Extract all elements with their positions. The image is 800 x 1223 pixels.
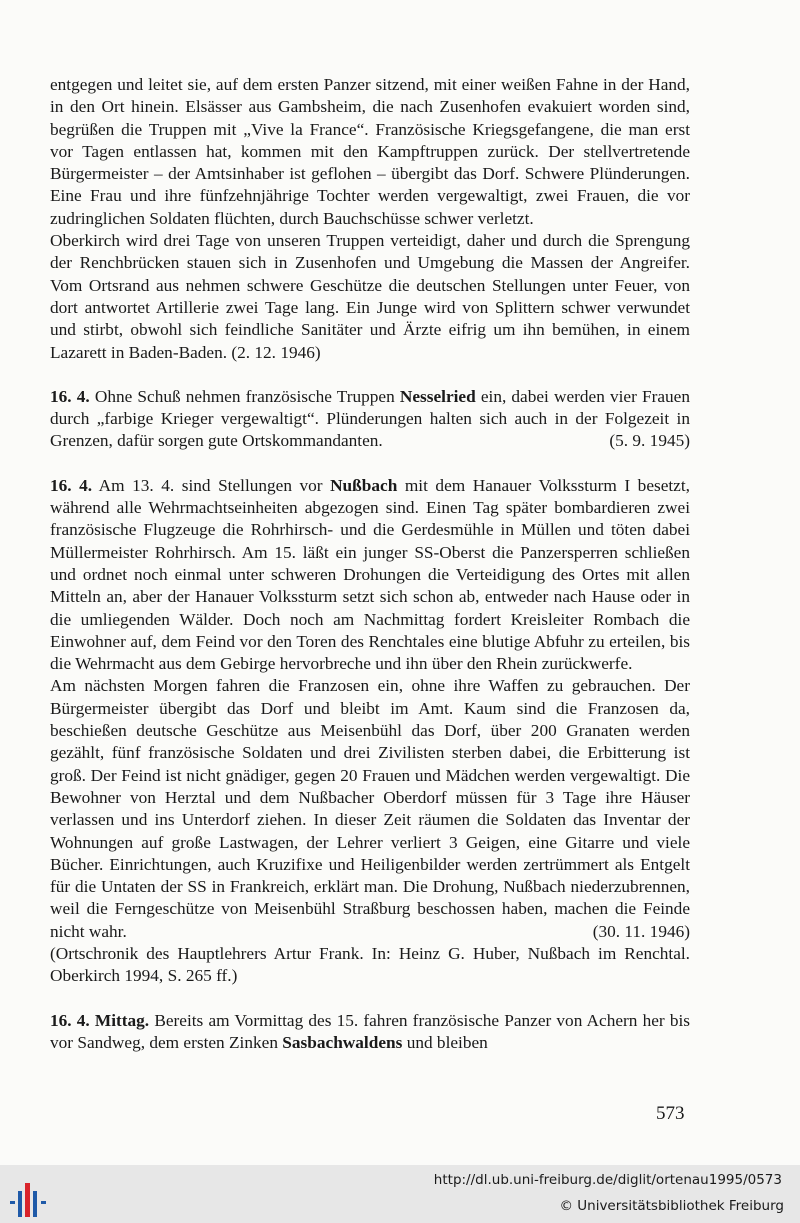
body-text	[50, 74, 690, 1054]
entry-text: Bereits am Vormittag des 15. fahren französische Panzer von Achern her bis vor Sandweg, dem ersten Zinken	[50, 1010, 690, 1052]
entry-text: und bleiben	[406, 1032, 488, 1052]
entry-sasbachwalden	[50, 1010, 690, 1055]
date-reference: (30. 11. 1946)	[592, 921, 690, 941]
entry-nesselried	[50, 386, 690, 453]
paragraph	[50, 230, 690, 364]
paragraph-text: Am nächsten Morgen fahren die Franzosen ein, ohne ihre Waffen zu gebrauchen. Der Bürgermeister übergibt das Dorf und bleibt im Amt. Kaum sind die Franzosen da, beschießen deutsche Geschütze aus Meisenbühl das Dorf, über 200 Granaten werden gezählt, fünf französische Soldaten und drei Zivilisten sterben dabei, die Erbitterung ist groß. Der Feind ist nicht gnädiger, gegen 20 Frauen und Mädchen werden vergewaltigt. Die Bewohner von Herztal und dem Nußbacher Oberdorf müssen für 3 Tage ihre Häuser verlassen und ins Unterdorf ziehen. In dieser Zeit räumen die Soldaten das Inventar der Wohnungen auf große Lastwagen, der Lehrer verliert 3 Geigen, eine Gitarre und viele Bücher. Einrichtungen, auch Kruzifixe und Heiligenbilder werden zertrümmert als Entgelt für die Untaten der SS in Frankreich, erklärt man. Die Drohung, Nußbach niederzubrennen, weil die Ferngeschütze von Meisenbühl Straßburg beschossen haben, machen die Feinde nicht wahr.	[50, 676, 690, 941]
entry-date: 16. 4. Mittag.	[50, 1010, 150, 1030]
source-citation: (Ortschronik des Hauptlehrers Artur Frank. In: Heinz G. Huber, Nußbach im Renchtal. Oberkirch 1994, S. 265 ff.)	[50, 943, 690, 986]
place-name: Nesselried	[399, 386, 476, 406]
entry-date: 16. 4.	[50, 475, 93, 495]
library-footer	[0, 1165, 800, 1223]
paragraph-text: Oberkirch wird drei Tage von unseren Truppen verteidigt, daher und durch die Sprengung der Renchbrücken stauen sich in Zusenhofen und Umgebung die Massen der Angreifer. Vom Ortsrand aus nehmen schwere Geschütze die deutschen Stellungen unter Feuer, von dort antwortet Artillerie zwei Tage lang. Ein Junge wird von Splittern schwer verwundet und stirbt, obwohl sich feindliche Sanitäter und Ärzte eifrig um ihn bemühen, in einem Lazarett in Baden-Baden. (2. 12. 1946)	[50, 231, 690, 362]
place-name: Sasbachwaldens	[282, 1032, 403, 1052]
page-number: 573	[656, 1103, 685, 1124]
paragraph: entgegen und leitet sie, auf dem ersten Panzer sitzend, mit einer weißen Fahne in der Hand, in den Ort hinein. Elsässer aus Gambsheim, die nach Zusenhofen evakuiert worden sind, begrüßen die Truppen mit „Vive la France“. Französische Kriegsgefangene, die man erst vor Tagen entlassen hat, kommen mit den Kampftruppen zurück. Der stellvertretende Bürgermeister – der Amtsinhaber ist geflohen – übergibt das Dorf. Schwere Plünderungen. Eine Frau und ihre fünfzehnjährige Tochter werden vergewaltigt, zwei Frauen, die vor zudringlichen Soldaten flüchten, durch Bauchschüsse schwer verletzt.	[50, 75, 690, 228]
ub-freiburg-logo-icon[interactable]	[8, 1177, 52, 1217]
source-url-link[interactable]: http://dl.ub.uni-freiburg.de/diglit/ortenau1995/0573	[433, 1172, 782, 1188]
place-name: Nußbach	[330, 475, 398, 495]
entry-nussbach	[50, 475, 690, 676]
entry-text: Am 13. 4. sind Stellungen vor	[98, 475, 323, 495]
copyright-notice: © Universitätsbibliothek Freiburg	[559, 1198, 784, 1214]
entry-text: ein, dabei werden vier Frauen durch „farbige Krieger vergewaltigt“. Plünderungen halten sich auch in der Folgezeit in Grenzen, dafür sorgen gute Ortskommandanten.	[50, 386, 690, 451]
date-reference: (5. 9. 1945)	[609, 431, 690, 451]
entry-text: Ohne Schuß nehmen französische Truppen	[94, 386, 395, 406]
paragraph	[50, 675, 690, 943]
entry-date: 16. 4.	[50, 386, 90, 406]
entry-text: mit dem Hanauer Volkssturm I besetzt, während alle Wehrmachtseinheiten abgezogen sind. Einen Tag später bombardieren zwei französische Flugzeuge die Rohrhirsch- und die Gerdesmühle in Müllen und töten dabei Müllermeister Rohrhirsch. Am 15. läßt ein junger SS-Oberst die Panzersperren schließen und ordnet noch einmal unter schweren Drohungen die Verteidigung des Ortes mit allen Mitteln an, aber der Hanauer Volkssturm setzt sich schon ab, entweder nach Hause oder in die umliegenden Wälder. Doch noch am Nachmittag fordert Kreisleiter Rombach die Einwohner auf, dem Feind vor den Toren des Renchtales eine blutige Abfuhr zu erteilen, bis die Wehrmacht aus dem Gebirge hervorbreche und ihn über den Rhein zurückwerfe.	[50, 475, 690, 674]
